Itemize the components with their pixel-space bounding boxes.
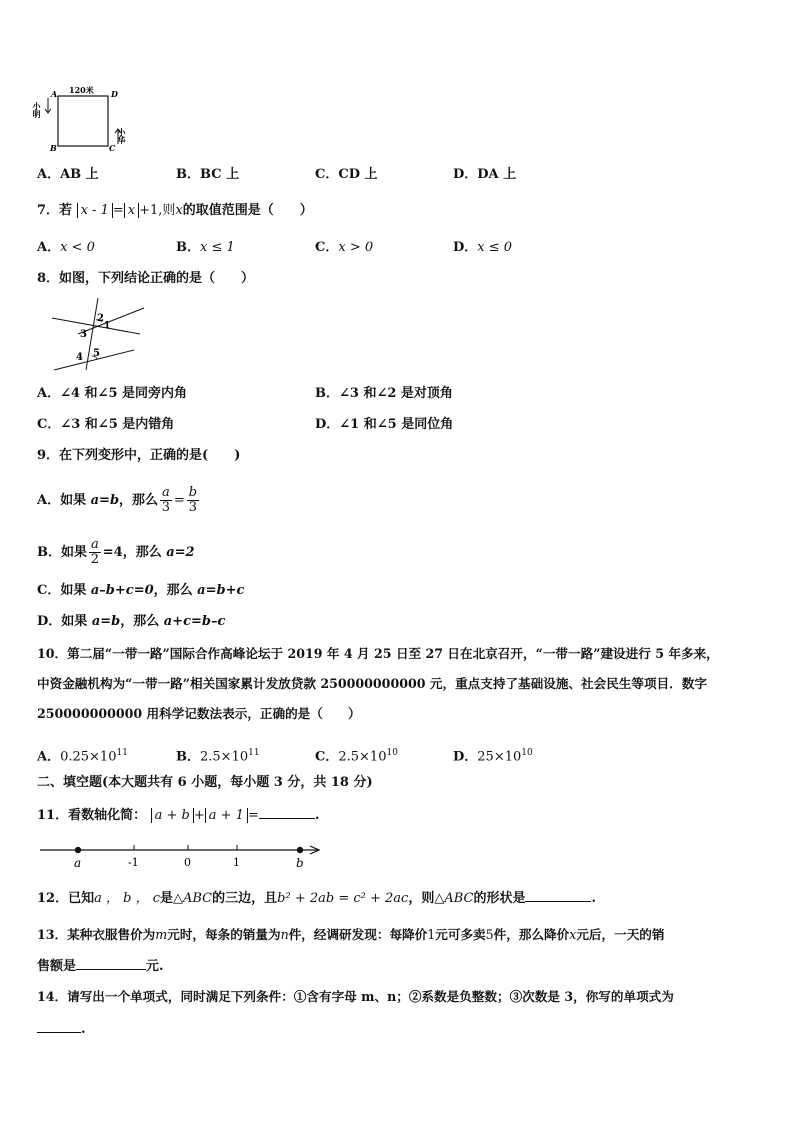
axis-label-a: a [74,856,82,870]
axis-label-1: 1 [233,856,240,869]
square-shape [58,96,108,146]
q9-option-d: D．如果 a=b，那么 a+c=b–c [37,614,226,629]
q8-angles-figure [48,296,148,372]
q10-option-c: C．$2.5\times 10^{10}$ [315,748,398,765]
q8-option-d: D．∠1 和∠5 是同位角 [315,417,454,432]
q12-answer-blank [525,889,591,902]
q11-number-line [38,838,328,872]
q9-option-b: B．如果 $\frac{a}{2}$ =4，那么 a=2 [37,537,195,567]
q14-stem-line1: 14．请写出一个单项式，同时满足下列条件：①含有字母 m、n；②系数是负整数；③次数是 3，你写的单项式为 [37,989,674,1004]
angle-label-1: 1 [104,321,111,331]
q9-stem: 9．在下列变形中，正确的是( ) [37,448,241,463]
q11-stem: 11．看数轴化简： a + b + a + 1 = . [37,808,320,823]
section2-title: 二、填空题(本大题共有 6 小题，每小题 3 分，共 18 分) [37,775,373,790]
line-slant [78,308,144,334]
q10-option-a: A．$0.25\times 10^{11}$ [37,748,128,765]
q6-option-d: D．DA 上 [453,167,517,182]
q7-option-c: C．x > 0 [315,240,374,255]
axis-label-0: 0 [184,856,191,869]
angle-label-5: 5 [93,348,100,359]
q6-option-a: A．AB 上 [37,167,99,182]
arrow-down [45,98,51,113]
q13-answer-blank [76,957,146,970]
label-C: C [109,143,116,153]
q7-option-b: B．x ≤ 1 [176,240,235,255]
q10-option-b: B．$2.5\times 10^{11}$ [176,748,260,765]
point-b [297,847,303,853]
q10-stem-line1: 10．第二届“一带一路”国际合作高峰论坛于 2019 年 4 月 25 日至 27 日在北京召开，“一带一路”建设进行 5 年多来， [37,646,719,661]
q7-abs-left: x - 1 [77,203,113,218]
label-A: A [51,89,58,99]
angle-label-2: 2 [97,313,104,324]
point-a [75,847,81,853]
q11-answer-blank [259,806,315,819]
q7-option-a: A．x < 0 [37,240,95,255]
q12-stem: 12．已知a ， b ， c是△ABC的三边，且b² + 2ab = c² + 2ac，则△ABC的形状是 . [37,891,597,906]
label-D: D [111,89,118,99]
axis-label-b: b [296,856,304,870]
q8-stem: 8．如图，下列结论正确的是（ ） [37,271,255,286]
axis-label-neg1: -1 [128,856,139,869]
q10-stem-line3: 250000000000 用科学记数法表示，正确的是（ ） [37,706,361,721]
q9-option-c: C．如果 a–b+c=0，那么 a=b+c [37,583,245,598]
q13-stem-line1: 13．某种衣服售价为m元时，每条的销量为n件，经调研发现：每降价1元可多卖5件，那么降价x元后，一天的销 [37,927,665,942]
q14-answer-blank [37,1020,81,1033]
q7-stem: 7．若 x - 1 = x +1,则x的取值范围是（ ） [37,203,313,218]
q14-stem-line2: . [37,1020,86,1039]
label-120m: 120米 [69,85,94,95]
q10-stem-line2: 中资金融机构为“一带一路”相关国家累计发放贷款 250000000000 元，重点支持了基础设施、社会民生等项目．数字 [37,676,707,691]
q9-option-a: A．如果 a=b，那么 $\frac{a}{3}$ = $\frac{b}{3}$ [37,485,198,515]
q8-option-c: C．∠3 和∠5 是内错角 [37,417,175,432]
q8-option-a: A．∠4 和∠5 是同旁内角 [37,386,188,401]
square-path-figure [34,84,134,154]
label-xiaohua: 小华 [117,128,127,144]
q6-option-c: C．CD 上 [315,167,378,182]
q10-option-d: D．$25\times 10^{10}$ [453,748,533,765]
label-B: B [50,143,57,153]
q8-option-b: B．∠3 和∠2 是对顶角 [315,386,453,401]
q7-abs-right: x [124,203,139,218]
angle-label-3: 3 [80,329,87,340]
q13-stem-line2: 售额是 元. [37,959,164,974]
angle-label-4: 4 [76,352,83,363]
label-xiaoming: 小明 [32,102,42,118]
q6-option-b: B．BC 上 [176,167,240,182]
q7-option-d: D．x ≤ 0 [453,240,513,255]
line-upper [52,318,140,334]
